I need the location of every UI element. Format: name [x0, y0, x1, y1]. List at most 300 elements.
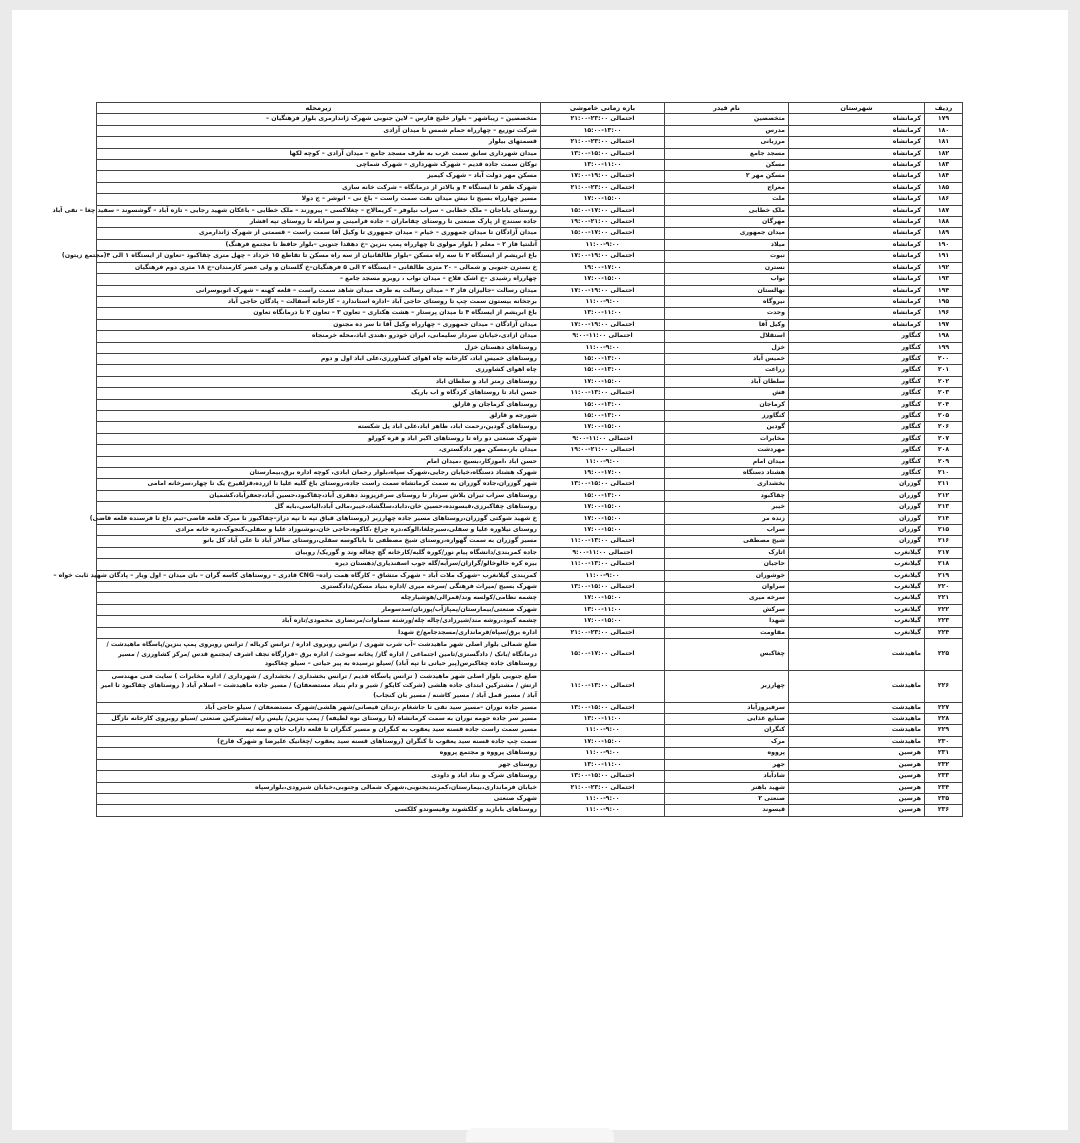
county-cell: ماهیدشت	[789, 670, 925, 702]
row-number-cell: ۲۰۲	[925, 376, 963, 387]
feeder-cell: خوشوران	[665, 570, 789, 581]
area-cell: باغ ابریشم از ایستگاه ۴ تا میدان پرستار – هشت هکتاری – تعاون ۳ – تعاون ۲ تا درمانگاه تعاون	[97, 308, 541, 319]
row-number-cell: ۲۳۶	[925, 805, 963, 816]
table-row	[97, 748, 963, 759]
row-number-cell: ۲۲۳	[925, 616, 963, 627]
county-cell: کنگاور	[789, 342, 925, 353]
area-cell: روستاهای شرک و نناد اباد و داودی	[97, 771, 541, 782]
window-cell: احتمالی ۱۵:۰۰-۱۳:۰۰	[541, 771, 665, 782]
area-cell: روستاهای زمتر اباد و سلطان اباد	[97, 376, 541, 387]
area-cell: میدان شهرداری سابق سمت غرب به طرف مسجد جامع – میدان آزادی – کوچه لکها	[97, 148, 541, 159]
window-cell: ۱۳:۰۰-۱۱:۰۰	[541, 160, 665, 171]
county-cell: کنگاور	[789, 422, 925, 433]
window-cell: ۱۱:۰۰-۹:۰۰	[541, 456, 665, 467]
feeder-cell: شهید باهنر	[665, 782, 789, 793]
area-cell: روستاهای کرماجان و قارلق	[97, 399, 541, 410]
row-number-cell: ۲۰۹	[925, 456, 963, 467]
county-cell: کرمانشاه	[789, 194, 925, 205]
table-row	[97, 433, 963, 444]
table-row	[97, 171, 963, 182]
feeder-cell: نواب	[665, 274, 789, 285]
feeder-cell: نیروگاه	[665, 296, 789, 307]
window-cell: احتمالی ۲۱:۰۰-۱۹:۰۰	[541, 217, 665, 228]
county-cell: کنگاور	[789, 410, 925, 421]
row-number-cell: ۱۸۲	[925, 148, 963, 159]
feeder-cell: متخصصین	[665, 114, 789, 125]
area-cell: روستای نیلاوره علیا و سفلی،سیرچلغا،الوکه،دره چراغ ،کاکوه،حاجی خان،نوشنوزاد علیا و سفلی،کنجوک،دره خانه مرادی	[97, 525, 541, 536]
window-cell: احتمالی ۲۳:۰۰-۲۱:۰۰	[541, 137, 665, 148]
table-row	[97, 570, 963, 581]
county-cell: کرمانشاه	[789, 217, 925, 228]
table-body	[52, 114, 963, 816]
table-row	[97, 536, 963, 547]
header-area: زیرمحله	[97, 103, 541, 114]
county-cell: گیلانغرب	[789, 559, 925, 570]
feeder-cell: سرخه میری	[665, 593, 789, 604]
window-cell: ۱۷:۰۰-۱۵:۰۰	[541, 502, 665, 513]
window-cell: ۱۳:۰۰-۱۱:۰۰	[541, 714, 665, 725]
window-cell: ۱۷:۰۰-۱۵:۰۰	[541, 422, 665, 433]
county-cell: کرمانشاه	[789, 274, 925, 285]
county-cell: گیلانغرب	[789, 593, 925, 604]
feeder-cell: قیسوند	[665, 805, 789, 816]
row-number-cell: ۱۹۳	[925, 274, 963, 285]
county-cell: کنگاور	[789, 353, 925, 364]
row-number-cell: ۱۷۹	[925, 114, 963, 125]
feeder-cell: میدان جمهوری	[665, 228, 789, 239]
feeder-cell: اتارک	[665, 547, 789, 558]
area-cell: توکان سمت جاده قدیم – شهرک شهرداری – شهرک شماچی	[97, 160, 541, 171]
county-cell: گوزران	[789, 536, 925, 547]
table-row	[97, 456, 963, 467]
feeder-cell: مسکن	[665, 160, 789, 171]
feeder-cell: شیخ مصطفی	[665, 536, 789, 547]
table-row	[97, 639, 963, 671]
window-cell: احتمالی ۱۹:۰۰-۱۷:۰۰	[541, 285, 665, 296]
window-cell: ۱۷:۰۰-۱۵:۰۰	[541, 194, 665, 205]
row-number-cell: ۲۲۲	[925, 604, 963, 615]
window-cell: ۱۱:۰۰-۹:۰۰	[541, 793, 665, 804]
row-number-cell: ۱۹۴	[925, 285, 963, 296]
window-cell: احتمالی ۲۳:۰۰-۲۱:۰۰	[541, 114, 665, 125]
feeder-cell: نهالستان	[665, 285, 789, 296]
table-row	[97, 205, 963, 216]
feeder-cell: فش	[665, 388, 789, 399]
area-cell: روستاهای پرووه و مجتمع پرووه	[97, 748, 541, 759]
row-number-cell: ۲۲۶	[925, 670, 963, 702]
area-cell: حسن اباد تا روستاهای کردگاه و اب باریک	[97, 388, 541, 399]
window-cell: ۱۵:۰۰-۱۳:۰۰	[541, 399, 665, 410]
area-cell: چشمه کبود،روشه مند/شیرزادی/چاله چله/ورشته سماوات/مرتضاری محمودی/تازه آباد	[97, 616, 541, 627]
window-cell: احتمالی ۱۱:۰۰-۹:۰۰	[541, 547, 665, 558]
table-row	[97, 759, 963, 770]
window-cell: ۱۵:۰۰-۱۳:۰۰	[541, 490, 665, 501]
window-cell: احتمالی ۱۳:۰۰-۱۱:۰۰	[541, 670, 665, 702]
feeder-cell: صنایع غذایی	[665, 714, 789, 725]
area-cell: ضلع شمالی بلوار اصلی شهر ماهیدشت –آب شرب شهری / ترانس روبروی اداره / ترانس کرباله / ترانس روبروی پمپ بنزین/پاسگاه ماهیدشت / درمانگاه /بانک / دادگستری/تامین اجتماعی / اداره گاز/ پخانه سوخت / اداره برق –قرارگاه نجف اشرف /مجتمع قدس /مرکز کشاورزی / مسیر روستاهای جاده چغاکبرس(پیر حیاتی تا تپه آباد) /سیلو ترسیده به پیر حیاتی – سیلو چغاکبود	[97, 639, 541, 671]
row-number-cell: ۱۹۶	[925, 308, 963, 319]
county-cell: کرمانشاه	[789, 296, 925, 307]
area-cell: روستاهای چقاکبرزی،قبسونده،حسین خان،داباد،سلگشاد،خیبر،مالی آباد،الیاسی،بابه گل	[97, 502, 541, 513]
feeder-cell: مرزبانی	[665, 137, 789, 148]
table-row	[97, 702, 963, 713]
area-cell: خ شهید شوکتی گوزران،روستاهای مسیر جاده چهارزبر (روستاهای قباق تپه تا تپه دراز–چقاکبوز تا میرک قلعه قاضی–تیم داغ تا فرسنده قلعه قاضی)	[97, 513, 541, 524]
row-number-cell: ۱۹۰	[925, 239, 963, 250]
area-cell: مسیر سر جاده حومه نوران به سمت کرمانشاه (تا روستای نوه لطیفه) / پمپ بنزین/ پلیس راه /مشترکین صنعتی /سیلو روبروی کارخانه نازگل	[97, 714, 541, 725]
area-cell: روستای باباجان – ملک خطابی – سراب نیلوفر – کریمالاح – چغلاکسی – پیروزند – ملک خطابی – باغکان شهید رجایی – تازه آباد – گوشسوند – سفید چغا – نفی آباد	[97, 205, 541, 216]
row-number-cell: ۲۲۹	[925, 725, 963, 736]
county-cell: گوزران	[789, 502, 925, 513]
row-number-cell: ۲۱۸	[925, 559, 963, 570]
area-cell: ضلع جنوبی بلوار اصلی شهر ماهیدشت ( ترانس پاسگاه قدیم / ترانس بخشداری / بخشداری / شهرداری / اداره مخابرات ) سایت فنی مهندسی ارتش / مشترکین ابتدای جاده هلشی (شرکت کایکو / شیر و دام بنیاد مستضعفان) / مسیر جاده ماهیدشت – اسلام آباد ( روستاهای چقاکبود تا امیر آباد / مسیر قمل آباد / مسیر کاشنه / مسیر بان کنجاب)	[97, 670, 541, 702]
area-cell: روستاهای گودین،رحمت اباد، طاهر اباد،علی اباد پل شکسته	[97, 422, 541, 433]
table-row	[97, 114, 963, 125]
window-cell: ۱۳:۰۰-۱۱:۰۰	[541, 604, 665, 615]
row-number-cell: ۲۰۶	[925, 422, 963, 433]
row-number-cell: ۲۰۷	[925, 433, 963, 444]
table-row	[97, 793, 963, 804]
county-cell: کرمانشاه	[789, 262, 925, 273]
window-cell: ۱۱:۰۰-۹:۰۰	[541, 296, 665, 307]
header-row-number: ردیف	[925, 103, 963, 114]
feeder-cell: مهرگان	[665, 217, 789, 228]
area-cell: روستاهای خمیس اباد، کارخانه چاه اهوای کشاورزی،علی اباد اول و دوم	[97, 353, 541, 364]
area-cell: شهرک صنعتی/بیمارستان/پمپاژآب/پوزنان/سدسومار	[97, 604, 541, 615]
table-row	[97, 445, 963, 456]
row-number-cell: ۲۲۰	[925, 582, 963, 593]
area-cell: مسیر چهارراه بسیج تا نبش میدان نفت سمت راست – باغ نی – انوشر – ج دولا	[97, 194, 541, 205]
area-cell: مسیر گوزران به سمت گهواره،روستای شیخ مصطفی تا باباکوسه سفلی،روستای سالار آباد تا علی آباد کل بانو	[97, 536, 541, 547]
area-cell: شهرک هشتاد دستگاه،خیابان رجایی،شهرک سپاه،بلوار رحمان ابادی، کوچه اداره برق،بیمارستان	[97, 468, 541, 479]
county-cell: هرسین	[789, 748, 925, 759]
county-cell: گوزران	[789, 525, 925, 536]
window-cell: ۱۳:۰۰-۱۱:۰۰	[541, 308, 665, 319]
window-cell: احتمالی ۱۹:۰۰-۱۷:۰۰	[541, 319, 665, 330]
window-cell: ۱۵:۰۰-۱۳:۰۰	[541, 125, 665, 136]
county-cell: ماهیدشت	[789, 725, 925, 736]
row-number-cell: ۲۱۰	[925, 468, 963, 479]
row-number-cell: ۲۱۹	[925, 570, 963, 581]
row-number-cell: ۱۹۵	[925, 296, 963, 307]
table-row	[97, 365, 963, 376]
row-number-cell: ۲۱۴	[925, 513, 963, 524]
area-cell: خ نسترن جنوبی و شمالی – ۲۰ متری طالقانی – ایستگاه ۲ الی ۵ فرهنگیان–خ گلستان و ولی عصر کارمندان–خ ۱۸ متری دوم فرهنگیان	[97, 262, 541, 273]
feeder-cell: استقلال	[665, 331, 789, 342]
area-cell: برجخانه بیستون سمت چپ تا روستای حاجی آباد –اداره استاندارد – کارخانه آسفالت – پادگان حاجی آباد	[97, 296, 541, 307]
county-cell: کنگاور	[789, 433, 925, 444]
row-number-cell: ۲۲۱	[925, 593, 963, 604]
table-row	[97, 604, 963, 615]
window-cell: ۱۵:۰۰-۱۳:۰۰	[541, 365, 665, 376]
area-cell: میدان ازادی،خیابان سردار سلیمانی، ایران خودرو ،هندی اباد،محله خرمنجاه	[97, 331, 541, 342]
county-cell: کنگاور	[789, 388, 925, 399]
county-cell: کنگاور	[789, 331, 925, 342]
county-cell: کنگاور	[789, 376, 925, 387]
table-row	[97, 262, 963, 273]
table-row	[97, 285, 963, 296]
county-cell: هرسین	[789, 782, 925, 793]
county-cell: کرمانشاه	[789, 228, 925, 239]
area-cell: شهر گوزران،جاده گوزران به سمت کرمانشاه سمت راست جاده،روستای باغ گلیه علیا تا ازرده،قزلقیرخ یک تا چهار،سرخانه امامی	[97, 479, 541, 490]
county-cell: کرمانشاه	[789, 114, 925, 125]
area-cell: میدان آزادگان – میدان جمهوری – چهارراه وکیل آقا تا سر ده مجنون	[97, 319, 541, 330]
window-cell: احتمالی ۱۱:۰۰-۹:۰۰	[541, 433, 665, 444]
feeder-cell: پرووه	[665, 748, 789, 759]
county-cell: گوزران	[789, 513, 925, 524]
window-cell: احتمالی ۲۳:۰۰-۲۱:۰۰	[541, 627, 665, 638]
table-row	[97, 160, 963, 171]
table-header-row	[97, 103, 963, 114]
window-cell: ۱۷:۰۰-۱۵:۰۰	[541, 525, 665, 536]
window-cell: احتمالی ۱۵:۰۰-۱۳:۰۰	[541, 702, 665, 713]
row-number-cell: ۱۸۱	[925, 137, 963, 148]
row-number-cell: ۲۲۷	[925, 702, 963, 713]
table-row	[97, 251, 963, 262]
table-row	[97, 627, 963, 638]
county-cell: هرسین	[789, 771, 925, 782]
table-row	[97, 331, 963, 342]
county-cell: کرمانشاه	[789, 171, 925, 182]
feeder-cell: سرفیروزآباد	[665, 702, 789, 713]
table-row	[97, 194, 963, 205]
window-cell: احتمالی ۱۳:۰۰-۱۱:۰۰	[541, 536, 665, 547]
table-row	[97, 736, 963, 747]
feeder-cell: نسترن	[665, 262, 789, 273]
area-cell: سمت چپ جاده قسنه سید یعقوب تا کنگران (روستاهای قسنه سید یعقوب /چغانیک علیرضا و شهرک فارخ)	[97, 736, 541, 747]
area-cell: میدان رسالت –جالیزان فاز ۲ – میدان رسالت به طرف میدان شاهد سمت راست – قلعه کهنه – شهرک اتوبوسرانی	[97, 285, 541, 296]
row-number-cell: ۲۱۶	[925, 536, 963, 547]
county-cell: کنگاور	[789, 445, 925, 456]
county-cell: هرسین	[789, 805, 925, 816]
row-number-cell: ۱۹۸	[925, 331, 963, 342]
area-cell: مسیر سمت راست جاده قسنه سید یعقوب به کنگران و مسیر کنگران تا قلعه داراب خان و سه تپه	[97, 725, 541, 736]
row-number-cell: ۱۸۰	[925, 125, 963, 136]
feeder-cell: گودین	[665, 422, 789, 433]
county-cell: کرمانشاه	[789, 205, 925, 216]
row-number-cell: ۲۰۳	[925, 388, 963, 399]
table-row	[97, 616, 963, 627]
area-cell: متخصصین – زیباشهر – بلوار خلیج فارس – لاین جنوبی شهرک ژاندارمری بلوار فرهنگیان –	[97, 114, 541, 125]
row-number-cell: ۲۱۱	[925, 479, 963, 490]
feeder-cell: زنده مر	[665, 513, 789, 524]
county-cell: ماهیدشت	[789, 736, 925, 747]
area-cell: خیابان فرمانداری،بیمارستان،کمربندیجنوبی،شهرک شمالی وجنوبی،خیابان شیرودی،بلوارسپاه	[97, 782, 541, 793]
row-number-cell: ۱۸۸	[925, 217, 963, 228]
table-row	[97, 137, 963, 148]
feeder-cell: چهارزبر	[665, 670, 789, 702]
area-cell: روستاهای سراب تیران بلاش سردار تا روستای سرعزیزوند دهقری آباد،چقاکبود،حسین آباد،جعفرآباد،کشمیان	[97, 490, 541, 501]
area-cell: روستاهای بابازید و کلکشوند وقیسوندو کلکسی	[97, 805, 541, 816]
row-number-cell: ۱۹۷	[925, 319, 963, 330]
row-number-cell: ۱۸۹	[925, 228, 963, 239]
table-row	[97, 422, 963, 433]
table-row	[97, 771, 963, 782]
feeder-cell: جهر	[665, 759, 789, 770]
row-number-cell: ۱۸۷	[925, 205, 963, 216]
window-cell: احتمالی ۱۹:۰۰-۱۷:۰۰	[541, 171, 665, 182]
area-cell: شورجه و قارلق	[97, 410, 541, 421]
row-number-cell: ۱۸۶	[925, 194, 963, 205]
county-cell: هرسین	[789, 759, 925, 770]
window-cell: احتمالی ۲۱:۰۰-۱۹:۰۰	[541, 445, 665, 456]
feeder-cell: خمیس آباد	[665, 353, 789, 364]
table-row	[97, 582, 963, 593]
county-cell: گوزران	[789, 479, 925, 490]
area-cell: بیره کره خالوخالو/گرازان/سرآبه/گله جوب اسفندیاری/دهستان دیره	[97, 559, 541, 570]
table-row	[97, 319, 963, 330]
feeder-cell: صنعتی ۲	[665, 793, 789, 804]
area-cell: شهرک بسیج /میراث فرهنگی /سرخه میری /اداره بنیاد مسکن/دادگستری	[97, 582, 541, 593]
window-cell: ۱۵:۰۰-۱۳:۰۰	[541, 410, 665, 421]
county-cell: کرمانشاه	[789, 285, 925, 296]
area-cell: شهرک صنعتی	[97, 793, 541, 804]
row-number-cell: ۲۱۲	[925, 490, 963, 501]
table-row	[97, 228, 963, 239]
feeder-cell: حاجیان	[665, 559, 789, 570]
row-number-cell: ۲۳۳	[925, 771, 963, 782]
table-row	[97, 725, 963, 736]
county-cell: گیلانغرب	[789, 570, 925, 581]
area-cell: آتلنتیا فاز ۲ – معلم ( بلوار مولوی تا چهارراه پمپ بنزین –خ دهقدا جنوبی –بلوار حافظ تا مجتمع فرهنگ)	[97, 239, 541, 250]
feeder-cell: میدان امام	[665, 456, 789, 467]
table-row	[97, 376, 963, 387]
row-number-cell: ۲۳۰	[925, 736, 963, 747]
county-cell: هرسین	[789, 793, 925, 804]
window-cell: احتمالی ۱۹:۰۰-۱۷:۰۰	[541, 251, 665, 262]
window-cell: ۱۱:۰۰-۹:۰۰	[541, 570, 665, 581]
row-number-cell: ۱۸۳	[925, 160, 963, 171]
feeder-cell: سرکش	[665, 604, 789, 615]
area-cell: روستاهای دهستان خزل	[97, 342, 541, 353]
window-cell: ۱۷:۰۰-۱۵:۰۰	[541, 513, 665, 524]
area-cell: شهرک صنعتی دو راه تا روستاهای اکبر اباد و قره کورلو	[97, 433, 541, 444]
county-cell: کرمانشاه	[789, 239, 925, 250]
table-row	[97, 782, 963, 793]
row-number-cell: ۲۲۸	[925, 714, 963, 725]
table-row	[97, 410, 963, 421]
county-cell: کرمانشاه	[789, 308, 925, 319]
feeder-cell: مخابرات	[665, 433, 789, 444]
area-cell: مسکن مهر دولت آباد – شهرک کیمیز	[97, 171, 541, 182]
feeder-cell: معراج	[665, 182, 789, 193]
row-number-cell: ۲۰۸	[925, 445, 963, 456]
feeder-cell: کنگاورز	[665, 410, 789, 421]
area-cell: میدان آزادگان تا میدان جمهوری – خیام – میدان جمهوری تا وکیل آقا سمت راست – قسمتی از شهرک ژاندارمری	[97, 228, 541, 239]
row-number-cell: ۱۹۲	[925, 262, 963, 273]
area-cell: چشمه نظامی/کولسه وند/قمرالی/هوشیارچله	[97, 593, 541, 604]
county-cell: کرمانشاه	[789, 160, 925, 171]
row-number-cell: ۲۰۰	[925, 353, 963, 364]
row-number-cell: ۲۱۵	[925, 525, 963, 536]
table-row	[97, 399, 963, 410]
window-cell: ۱۷:۰۰-۱۵:۰۰	[541, 593, 665, 604]
table-row	[97, 805, 963, 816]
window-cell: ۱۱:۰۰-۹:۰۰	[541, 725, 665, 736]
table-row	[97, 525, 963, 536]
county-cell: گوزران	[789, 490, 925, 501]
table-row	[97, 239, 963, 250]
feeder-cell: زراعت	[665, 365, 789, 376]
feeder-cell: میلاد	[665, 239, 789, 250]
bottom-handle	[466, 1128, 614, 1142]
window-cell: احتمالی ۱۵:۰۰-۱۳:۰۰	[541, 148, 665, 159]
area-cell: میدان بار،مسکن مهر دادگستری،	[97, 445, 541, 456]
table-row	[97, 714, 963, 725]
table-row	[97, 388, 963, 399]
window-cell: ۱۷:۰۰-۱۵:۰۰	[541, 616, 665, 627]
row-number-cell: ۱۸۵	[925, 182, 963, 193]
county-cell: گیلانغرب	[789, 627, 925, 638]
window-cell: احتمالی ۱۷:۰۰-۱۵:۰۰	[541, 639, 665, 671]
row-number-cell: ۱۹۹	[925, 342, 963, 353]
row-number-cell: ۲۳۵	[925, 793, 963, 804]
area-cell: جاده کمربندی/دانشگاه پیام نور/کوره گلبه/کارخانه گچ چغاله وند و گوریک/ روبیان	[97, 547, 541, 558]
row-number-cell: ۱۸۴	[925, 171, 963, 182]
header-window: بازه زمانی خاموشی	[541, 103, 665, 114]
county-cell: کرمانشاه	[789, 137, 925, 148]
table-row	[97, 502, 963, 513]
feeder-cell: کرماجان	[665, 399, 789, 410]
window-cell: ۱۷:۰۰-۱۵:۰۰	[541, 736, 665, 747]
county-cell: کنگاور	[789, 468, 925, 479]
window-cell: احتمالی ۱۳:۰۰-۱۱:۰۰	[541, 388, 665, 399]
county-cell: گیلانغرب	[789, 604, 925, 615]
table-row	[97, 125, 963, 136]
row-number-cell: ۲۰۱	[925, 365, 963, 376]
area-cell: قسمتهای بیلوار	[97, 137, 541, 148]
feeder-cell: سراب	[665, 525, 789, 536]
window-cell: ۱۹:۰۰-۱۷:۰۰	[541, 262, 665, 273]
feeder-cell: مسکن مهر ۲	[665, 171, 789, 182]
feeder-cell: مسجد جامع	[665, 148, 789, 159]
county-cell: ماهیدشت	[789, 714, 925, 725]
table-row	[97, 308, 963, 319]
window-cell: ۱۱:۰۰-۹:۰۰	[541, 805, 665, 816]
area-cell: کمربندی گیلانغرب –شهرک ملات آباد – شهرک متشاق – کارگاه همت زاده– CNG قادری – روستاهای کاسه گران – بان میدان – اول وبار – پادگان شهید ثابت خواه –	[97, 570, 541, 581]
area-cell: مسیر جاده نوران –مسیر سید نقی تا جاشغام ،زندان قیصانی/شهر هلشی/شهرک مستضعفان / سیلو حاجی آباد	[97, 702, 541, 713]
area-cell: شرکت توزیع – چهارراه حمام شمس تا میدان آزادی	[97, 125, 541, 136]
feeder-cell: ملت	[665, 194, 789, 205]
area-cell: شهرک ظفر تا ایستگاه ۴ و بالاتر از درمانگاه – شرکت خانه سازی	[97, 182, 541, 193]
feeder-cell: وکیل آقا	[665, 319, 789, 330]
window-cell: احتمالی ۱۷:۰۰-۱۵:۰۰	[541, 228, 665, 239]
county-cell: کنگاور	[789, 365, 925, 376]
county-cell: کرمانشاه	[789, 319, 925, 330]
window-cell: احتمالی ۱۵:۰۰-۱۳:۰۰	[541, 582, 665, 593]
row-number-cell: ۲۳۴	[925, 782, 963, 793]
table-row	[97, 217, 963, 228]
row-number-cell: ۲۰۴	[925, 399, 963, 410]
area-cell: جاده سنندج از پارک صنعتی تا روستای چقاماران – جاده فرامینی و سرابله تا روستای تپه افشار	[97, 217, 541, 228]
area-cell: اداره برق/سپاه/فرماندارى/مسجدجامع/خ شهدا	[97, 627, 541, 638]
feeder-cell: مرک	[665, 736, 789, 747]
row-number-cell: ۲۲۴	[925, 627, 963, 638]
feeder-cell: مقاومت	[665, 627, 789, 638]
row-number-cell: ۲۳۲	[925, 759, 963, 770]
feeder-cell: مدرس	[665, 125, 789, 136]
feeder-cell: شهدا	[665, 616, 789, 627]
window-cell: ۱۱:۰۰-۹:۰۰	[541, 342, 665, 353]
table-row	[97, 593, 963, 604]
feeder-cell: نبوت	[665, 251, 789, 262]
county-cell: ماهیدشت	[789, 639, 925, 671]
county-cell: کنگاور	[789, 456, 925, 467]
county-cell: کرمانشاه	[789, 125, 925, 136]
feeder-cell: مهردشت	[665, 445, 789, 456]
table-row	[97, 182, 963, 193]
window-cell: احتمالی ۲۳:۰۰-۲۱:۰۰	[541, 182, 665, 193]
county-cell: ماهیدشت	[789, 702, 925, 713]
